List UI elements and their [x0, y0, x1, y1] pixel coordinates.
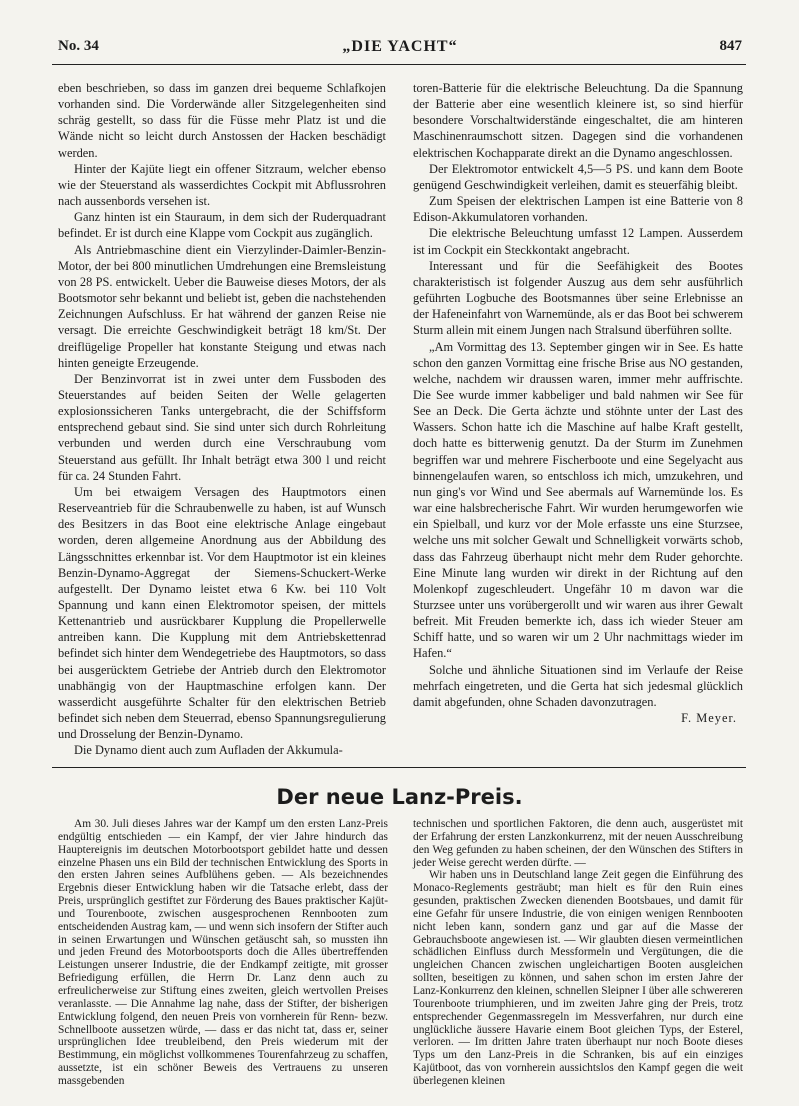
- paragraph: Hinter der Kajüte liegt ein offener Sitzraum, welcher ebenso wie der Steuerstand als wasserdichtes Cockpit mit Abflussrohren nach aussenbords versehen ist.: [58, 161, 386, 209]
- header-rule: [52, 64, 746, 65]
- paragraph: Die elektrische Beleuchtung umfasst 12 Lampen. Ausserdem ist im Cockpit ein Steckkontakt angebracht.: [413, 226, 743, 257]
- author-signature: F. Meyer.: [681, 711, 737, 726]
- article-title: Der neue Lanz-Preis.: [276, 785, 523, 809]
- section-rule: [52, 767, 746, 768]
- paragraph: Am 30. Juli dieses Jahres war der Kampf um den ersten Lanz-Preis endgültig entschieden — ein Kampf, der vier Jahre hindurch das Hauptereignis im deutschen Motorbootsport gebildet hatte und dessen einzelne Phasen uns ein Bild der technischen Entwicklung des Sports in den ersten Jahren seines Aufblühens geben. — Als bezeichnendes Ergebnis dieser Entwicklung haben wir die Tatsache erlebt, dass der Preis, ursprünglich gestiftet zur Förderung des Baues praktischer Kajüt- und Tourenboote, zwischen ausgesprochenen Rennbooten zum entscheidenden Austrag kam, — und wenn sich insofern der Stifter auch in seinen Erwartungen und Wünschen getäuscht sah, so mussten ihn und jeden Freund des Motorbootsports doch die Alles übertreffenden Leistungen unserer Industrie, die der Endkampf zeitigte, mit grosser Befriedigung erfüllen, die Herrn Dr. Lanz denn auch zu erfreulicherweise zur Stiftung eines zweiten, gleich wertvollen Preises veranlasste. — Die Annahme lag nahe, dass der Stifter, der bisherigen Entwicklung folgend, den neuen Preis von vornherein für Renn- bezw. Schnellboote aussetzen würde, — dass er das nicht tat, dass er, seiner ursprünglichen Idee treubleibend, den Preis wiederum mit der Bestimmung, ein möglichst vollkommenes Tourenfahrzeug zu schaffen, aussetzte, ist ein schöner Beweis des Vertrauens zu unseren massgebenden: [58, 818, 388, 1087]
- paragraph: Interessant und für die Seefähigkeit des Bootes charakteristisch ist folgender Auszug aus dem sehr ausführlich geführten Logbuche des Bootsmannes über seine Erlebnisse an der Hafeneinfahrt von Warnemünde, als er das Boot bei schwerem Sturm allein mit einem Jungen nach Stralsund überführen sollte.: [413, 258, 743, 338]
- paragraph: technischen und sportlichen Faktoren, die denn auch, ausgerüstet mit der Erfahrung der ersten Lanzkonkurrenz, mit der neuen Ausschreibung den Weg gefunden zu haben scheinen, der den Wünschen des Stifters in jeder Weise gerecht werden dürfte. —: [413, 818, 743, 869]
- page-number: 847: [719, 38, 742, 54]
- issue-number: No. 34: [58, 38, 99, 54]
- lower-right-column: [413, 818, 743, 1088]
- paragraph: toren-Batterie für die elektrische Beleuchtung. Da die Spannung der Batterie aber eine wesentlich kleinere ist, so sind hierfür besondere Vorschaltwiderstände eingeschaltet, die am hinteren Maschinenraumschott sitzen. Dagegen sind die vorhandenen elektrischen Kochapparate direkt an die Dynamo angeschlossen.: [413, 81, 743, 160]
- paragraph: Wir haben uns in Deutschland lange Zeit gegen die Einführung des Monaco-Reglements gesträubt; man hielt es für den Ruin eines gesunden, praktischen Zwecken dienenden Bootsbaues, und damit für eine Gefahr für unsere Industrie, die von einigen wenigen Rennbooten nicht leben kann, sondern ganz und gar auf die Masse der Gebrauchsboote angewiesen ist. — Wir glaubten diesen vermeintlichen schädlichen Einfluss durch Messformeln und Vergütungen, die die ungleichen Chancen zwischen ungleichartigen Booten ausgleichen sollten, beseitigen zu können, und sahen schon im ersten Jahre der Lanz-Konkurrenz den kleinen, schnellen Sleipner I über alle schwereren Tourenboote triumphieren, und im zweiten Jahre ging der Preis, trotz entsprechender Gegenmassregeln im Messverfahren, nur durch eine unglückliche äussere Havarie einem Boot gleichen Typs, der Esterel, verloren. — Im dritten Jahre traten überhaupt nur noch Boote dieses Typs um den Lanz-Preis in die Schranken, bis auf ein einziges Kajütboot, das von vornherein aussichtslos den Kampf gegen die weit überlegenen kleinen: [413, 869, 743, 1087]
- journal-title: „DIE YACHT“: [342, 38, 458, 55]
- lower-left-column: [58, 818, 388, 1088]
- right-column: [413, 80, 743, 726]
- paragraph: Als Antriebmaschine dient ein Vierzylinder-Daimler-Benzin-Motor, der bei 800 minutlichen Umdrehungen eine Bremsleistung von 28 PS. entwickelt. Ueber die Bauweise dieses Motors, der als Bootsmotor sehr bekannt und beliebt ist, geben die nachstehenden Zeichnungen Aufschluss. Er hat während der ganzen Reise nie versagt. Die erreichte Geschwindigkeit beträgt 18 km/St. Der dreiflügelige Propeller hat konstante Steigung und etwas nach hinten geneigte Erzeugende.: [58, 242, 386, 370]
- paragraph: Solche und ähnliche Situationen sind im Verlaufe der Reise mehrfach eingetreten, und die Gerta hat sich jedesmal glücklich damit abgefunden, ohne Schaden davonzutragen.: [413, 662, 743, 709]
- paragraph: Um bei etwaigem Versagen des Hauptmotors einen Reserveantrieb für die Schraubenwelle zu haben, ist auf Wunsch des Besitzers in das Boot eine elektrische Anlage eingebaut worden, deren allgemeine Anordnung aus der Abbildung des Längsschnittes erkennbar ist. Vor dem Hauptmotor ist ein kleines Benzin-Dynamo-Aggregat der Siemens-Schuckert-Werke aufgestellt. Der Dynamo leistet etwa 6 Kw. bei 110 Volt Spannung und kann einen Elektromotor speisen, der mittels Kettenantrieb und ausrückbarer Kupplung die Propellerwelle antreiben kann. Die Kupplung mit dem Antriebskettenrad befindet sich hinter dem Wendegetriebe des Hauptmotors, so dass bei ausgerücktem Getriebe der Antrieb durch den Elektromotor unabhängig von der Hauptmaschine erfolgen kann. Der wasserdicht ausgeführte Schalter für den elektrischen Betrieb befindet sich neben dem Steuerrad, ebenso Spannungsregulierung und Drosselung der Benzin-Dynamo.: [58, 484, 386, 742]
- paragraph: Zum Speisen der elektrischen Lampen ist eine Batterie von 8 Edison-Akkumulatoren vorhanden.: [413, 194, 743, 225]
- page-header: [58, 38, 742, 60]
- paragraph: „Am Vormittag des 13. September gingen wir in See. Es hatte schon den ganzen Vormittag eine frische Brise aus NO gestanden, welche, nachdem wir draussen waren, immer mehr auffrischte. Die See wurde immer kabbeliger und bald nahmen wir See für See an Deck. Die Gerta ächzte und stöhnte unter der Last des Wassers. Schon hatte ich die Maschine auf halbe Kraft gestellt, doch hatte es bitterwenig genutzt. Da der Sturm im Zunehmen begriffen war und mehrere Fischerboote und eine Segelyacht aus binnengelaufen waren, so entschloss ich mich, umzukehren, und nun ging's vor Wind und See abermals auf Warnemünde los. Es war eine halsbrecherische Fahrt. Wir wurden herumgeworfen wie ein Spielball, und kurz vor der Mole erfasste uns eine Sturzsee, welche uns mit solcher Gewalt und Schnelligkeit vorwärts schob, dass das Fahrzeug überhaupt nicht mehr dem Ruder gehorchte. Eine Minute lang wurden wir direkt in der Richtung auf den Molenkopf zugeschleudert. Ungefähr 10 m davon war die Sturzsee unter uns vorübergerollt und wir waren aus ihrer Gewalt befreit. Mit Freuden bemerkte ich, dass ich wieder Steuer am Schiff hatte, und so waren wir um 2 Uhr nachmittags wieder im Hafen.“: [413, 339, 743, 661]
- left-column: [58, 80, 386, 759]
- paragraph: Die Dynamo dient auch zum Aufladen der Akkumula-: [74, 743, 343, 758]
- paragraph: eben beschrieben, so dass im ganzen drei bequeme Schlafkojen vorhanden sind. Die Vorderwände aller Sitzgelegenheiten sind schräg gestellt, so dass für die Füsse mehr Platz ist und die Wände nicht so leicht durch Anstossen der Hacken beschädigt werden.: [58, 81, 386, 160]
- paragraph: Ganz hinten ist ein Stauraum, in dem sich der Ruderquadrant befindet. Er ist durch eine Klappe vom Cockpit aus zugänglich.: [58, 210, 386, 241]
- paragraph: Der Elektromotor entwickelt 4,5—5 PS. und kann dem Boote genügend Geschwindigkeit verleihen, damit es steuerfähig bleibt.: [413, 161, 743, 192]
- paragraph: Der Benzinvorrat ist in zwei unter dem Fussboden des Steuerstandes auf beiden Seiten der Welle gelagerten explosionssicheren Tanks untergebracht, die der Schiffsform entsprechend gebaut sind. Sie sind unter sich durch Rohrleitung verbunden und werden durch eine Verschraubung vom Steuerstand aus gefüllt. Ihr Inhalt beträgt etwa 300 l und reicht für ca. 24 Stunden Fahrt.: [58, 371, 386, 483]
